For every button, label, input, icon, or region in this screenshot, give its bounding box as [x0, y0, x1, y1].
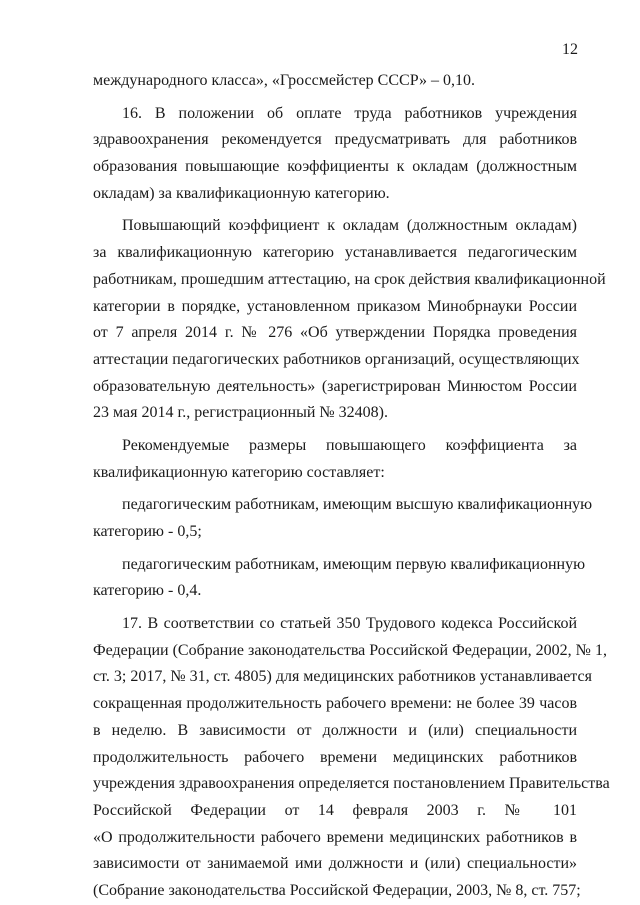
paragraph [93, 101, 577, 208]
text-line: 23 мая 2014 г., регистрационный № 32408). [93, 404, 389, 422]
text-line: Рекомендуемые размеры повышающего коэффициента за [122, 436, 577, 454]
text-line: категорию - 0,4. [93, 582, 202, 600]
text-line: ст. 3; 2017, № 31, ст. 4805) для медицинских работников устанавливается [93, 668, 592, 686]
text-line: международного класса», «Гроссмейстер СССР» – 0,10. [93, 72, 475, 89]
text-line: Повышающий коэффициент к окладам (должностным окладам) [122, 217, 577, 235]
text-line: 17. В соответствии со статьей 350 Трудового кодекса Российской [122, 615, 577, 633]
text-line: окладам) за квалификационную категорию. [93, 184, 390, 202]
paragraph [93, 492, 593, 545]
text-line: в неделю. В зависимости от должности и (или) специальности [93, 721, 577, 739]
text-line: образования повышающие коэффициенты к окладам (должностным [93, 158, 577, 176]
text-line: за квалификационную категорию устанавливается педагогическим [93, 244, 577, 262]
paragraph [93, 213, 606, 427]
text-line: Федерации (Собрание законодательства Российской Федерации, 2002, № 1, [93, 641, 607, 659]
text-line: от 7 апреля 2014 г. № 276 «Об утверждении Порядка проведения [93, 324, 577, 342]
paragraph [93, 68, 577, 95]
text-line: (Собрание законодательства Российской Федерации, 2003, № 8, ст. 757; [93, 881, 581, 899]
text-line: педагогическим работникам, имеющим высшую квалификационную [122, 496, 593, 514]
text-line: образовательную деятельность» (зарегистрирован Минюстом России [93, 377, 577, 395]
text-line: категории в порядке, установленном приказом Минобрнауки России [93, 297, 577, 315]
text-line: аттестации педагогических работников организаций, осуществляющих [93, 350, 580, 368]
page-number: 12 [562, 41, 578, 58]
document-body [93, 68, 610, 905]
text-line: Российской Федерации от 14 февраля 2003 г. № 101 [93, 801, 577, 819]
text-line: 16. В положении об оплате труда работников учреждения [122, 104, 577, 122]
text-line: сокращенная продолжительность рабочего времени: не более 39 часов [93, 695, 577, 713]
text-line: учреждения здравоохранения определяется постановлением Правительства [93, 775, 610, 793]
text-line: педагогическим работникам, имеющим первую квалификационную [122, 555, 586, 573]
text-line: продолжительность рабочего времени медицинских работников [93, 748, 577, 766]
text-line: категорию - 0,5; [93, 523, 202, 540]
paragraph [93, 433, 577, 486]
text-line: зависимости от занимаемой ими должности и (или) специальности» [93, 855, 577, 873]
paragraph [93, 611, 610, 905]
text-line: квалификационную категорию составляет: [93, 463, 385, 481]
text-line: здравоохранения рекомендуется предусматривать для работников [93, 131, 577, 149]
paragraph [93, 552, 586, 605]
text-line: работникам, прошедшим аттестацию, на срок действия квалификационной [93, 270, 606, 288]
text-line: «О продолжительности рабочего времени медицинских работников в [93, 828, 577, 846]
